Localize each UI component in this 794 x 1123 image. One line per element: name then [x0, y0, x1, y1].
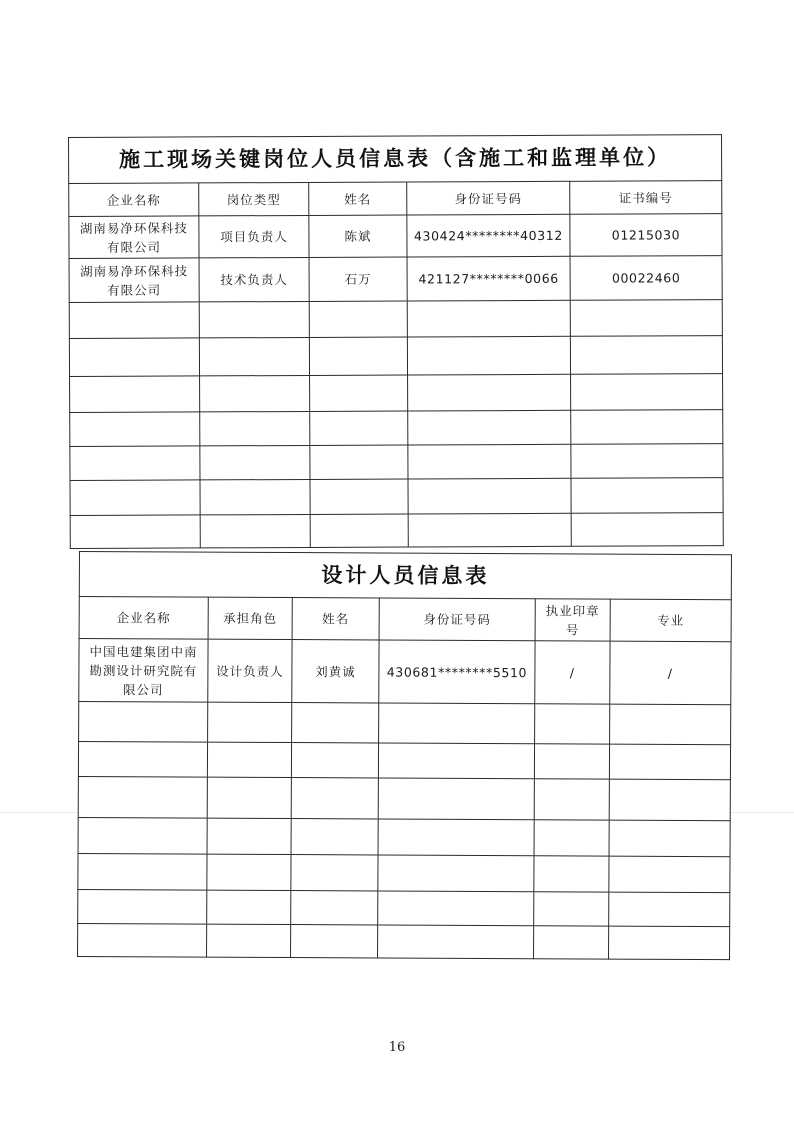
cell-empty	[79, 702, 208, 743]
cell-empty	[291, 855, 378, 891]
cell-empty	[609, 926, 730, 960]
cell-empty	[207, 854, 291, 890]
cell-empty	[207, 742, 291, 777]
cell-empty	[609, 856, 730, 893]
cell-seal-number: /	[535, 641, 610, 704]
design-table-title: 设计人员信息表	[79, 552, 731, 600]
cell-name: 刘黄诚	[292, 640, 379, 703]
cell-empty	[571, 513, 723, 547]
cell-empty	[309, 337, 407, 375]
cell-company: 湖南易净环保科技有限公司	[69, 258, 199, 303]
cell-empty	[310, 375, 408, 411]
cell-empty	[408, 410, 571, 445]
header-name: 姓名	[292, 598, 379, 640]
cell-empty	[535, 704, 610, 744]
table-row	[69, 336, 722, 377]
cell-empty	[378, 778, 534, 820]
cell-name: 陈斌	[309, 215, 407, 257]
cell-empty	[610, 704, 731, 745]
table-title-row	[69, 135, 722, 184]
cell-empty	[310, 479, 408, 514]
cell-empty	[378, 819, 534, 856]
page-number: 16	[388, 1040, 406, 1055]
cell-empty	[70, 515, 200, 549]
table-header-row	[69, 181, 722, 217]
cell-empty	[408, 513, 571, 547]
cell-empty	[78, 776, 207, 818]
table-header-row	[79, 597, 731, 642]
cell-empty	[609, 892, 730, 927]
cell-empty	[571, 444, 723, 479]
cell-empty	[534, 892, 609, 926]
cell-empty	[78, 742, 207, 778]
cell-empty	[571, 374, 723, 411]
cell-empty	[70, 376, 200, 413]
cell-empty	[291, 819, 378, 855]
cell-empty	[70, 480, 200, 516]
header-role: 承担角色	[208, 597, 292, 639]
design-personnel-table	[77, 551, 732, 960]
cell-empty	[200, 514, 310, 547]
cell-empty	[378, 925, 534, 959]
cell-empty	[408, 444, 571, 479]
cell-empty	[571, 410, 723, 445]
cell-empty	[408, 478, 571, 514]
cell-empty	[408, 374, 571, 411]
construction-personnel-table	[68, 134, 724, 549]
cell-empty	[207, 924, 291, 957]
table-row	[78, 853, 730, 892]
cell-empty	[291, 778, 378, 819]
cell-empty	[207, 890, 291, 924]
cell-empty	[199, 337, 309, 375]
cell-empty	[70, 412, 200, 447]
cell-empty	[200, 445, 310, 479]
cell-empty	[571, 478, 723, 514]
cell-empty	[78, 817, 207, 854]
cell-empty	[609, 779, 730, 821]
cell-empty	[310, 411, 408, 445]
cell-empty	[199, 301, 309, 337]
table-row	[78, 742, 730, 780]
header-company: 企业名称	[69, 183, 199, 217]
header-id-number: 身份证号码	[407, 181, 570, 215]
cell-empty	[69, 302, 199, 339]
cell-empty	[78, 853, 207, 890]
table-row	[70, 478, 723, 516]
header-specialty: 专业	[610, 599, 731, 642]
cell-empty	[200, 479, 310, 514]
cell-empty	[378, 855, 534, 892]
cell-empty	[534, 779, 609, 820]
cell-empty	[69, 338, 199, 377]
table-row	[78, 889, 730, 926]
cell-empty	[534, 744, 609, 779]
header-company: 企业名称	[79, 597, 208, 640]
table-row	[78, 817, 730, 856]
cell-id-number: 430681********5510	[379, 640, 535, 704]
cell-empty	[291, 743, 378, 778]
cell-empty	[207, 777, 291, 818]
construction-table-title: 施工现场关键岗位人员信息表（含施工和监理单位）	[69, 135, 722, 184]
cell-id-number: 421127********0066	[407, 256, 570, 301]
header-certificate-number: 证书编号	[570, 181, 722, 215]
table-row	[69, 214, 722, 259]
cell-empty	[310, 445, 408, 479]
table-title-row	[79, 552, 731, 600]
cell-certificate-number: 01215030	[570, 214, 722, 257]
cell-specialty: /	[610, 641, 731, 705]
header-seal-number: 执业印章号	[535, 599, 610, 641]
cell-empty	[70, 446, 200, 481]
cell-empty	[407, 336, 570, 375]
cell-position-type: 项目负责人	[199, 215, 309, 257]
cell-company: 湖南易净环保科技有限公司	[69, 216, 199, 259]
cell-empty	[534, 820, 609, 856]
cell-empty	[609, 744, 730, 780]
cell-empty	[200, 411, 310, 445]
table-row	[69, 300, 722, 339]
cell-empty	[534, 926, 609, 959]
header-name: 姓名	[309, 182, 407, 215]
cell-empty	[309, 301, 407, 337]
table-row	[79, 639, 731, 705]
cell-empty	[378, 743, 534, 779]
table-row	[70, 444, 723, 481]
cell-company: 中国电建集团中南勘测设计研究院有限公司	[79, 639, 208, 703]
table-row	[69, 256, 722, 303]
table-row	[70, 513, 723, 549]
cell-empty	[378, 891, 534, 926]
header-id-number: 身份证号码	[379, 598, 535, 641]
table-row	[79, 702, 731, 745]
table-row	[70, 374, 723, 413]
table-row	[78, 923, 730, 959]
cell-empty	[609, 820, 730, 857]
cell-empty	[208, 702, 292, 742]
cell-empty	[570, 300, 722, 337]
cell-empty	[207, 818, 291, 854]
cell-empty	[407, 300, 570, 337]
cell-id-number: 430424********40312	[407, 214, 570, 257]
cell-empty	[534, 856, 609, 892]
cell-empty	[200, 375, 310, 411]
cell-empty	[570, 336, 722, 375]
cell-empty	[291, 891, 378, 925]
cell-name: 石万	[309, 257, 407, 301]
cell-empty	[379, 703, 535, 744]
cell-empty	[292, 703, 379, 743]
header-position-type: 岗位类型	[199, 182, 309, 215]
table-row	[78, 776, 730, 820]
table-row	[70, 410, 723, 447]
cell-empty	[310, 514, 408, 547]
cell-empty	[78, 889, 207, 924]
cell-certificate-number: 00022460	[570, 256, 722, 301]
cell-role: 设计负责人	[208, 639, 292, 702]
cell-position-type: 技术负责人	[199, 257, 309, 301]
cell-empty	[78, 923, 207, 957]
cell-empty	[291, 925, 378, 958]
